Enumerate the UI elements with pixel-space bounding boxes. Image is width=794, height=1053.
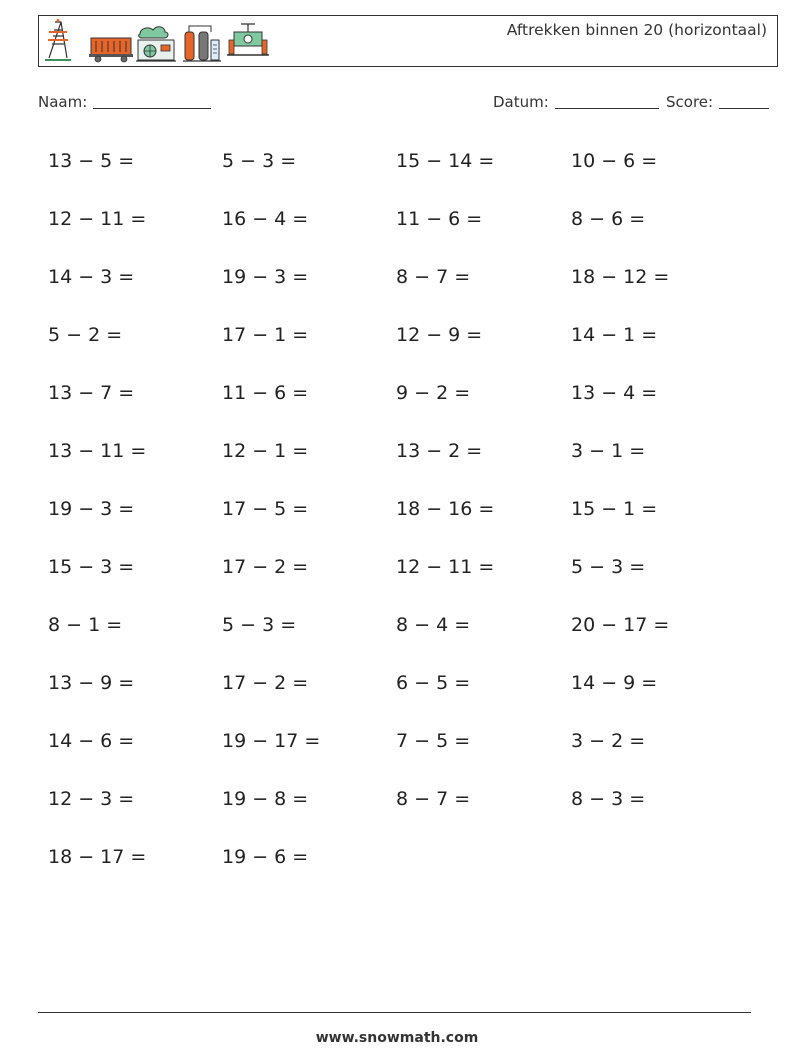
date-label: Datum: xyxy=(493,93,549,111)
name-field xyxy=(38,93,211,111)
date-field xyxy=(493,93,659,111)
problem-item: 13 − 2 = xyxy=(396,440,483,462)
problem-item: 17 − 2 = xyxy=(222,672,309,694)
problem-item: 8 − 4 = xyxy=(396,614,471,636)
problem-item: 5 − 3 = xyxy=(571,556,646,578)
problem-item: 14 − 1 = xyxy=(571,324,658,346)
problem-item: 5 − 3 = xyxy=(222,614,297,636)
footer-url: www.snowmath.com xyxy=(315,1030,479,1046)
problem-item: 19 − 3 = xyxy=(48,498,135,520)
name-blank[interactable] xyxy=(93,108,211,109)
problem-item: 12 − 9 = xyxy=(396,324,483,346)
problem-item: 8 − 1 = xyxy=(48,614,123,636)
problem-item: 18 − 17 = xyxy=(48,846,147,868)
problem-item: 12 − 3 = xyxy=(48,788,135,810)
problem-item: 19 − 17 = xyxy=(222,730,321,752)
footer-divider xyxy=(38,1012,751,1013)
problem-item: 11 − 6 = xyxy=(396,208,483,230)
power-tower-icon xyxy=(45,19,71,60)
problem-item: 17 − 5 = xyxy=(222,498,309,520)
problem-item: 15 − 14 = xyxy=(396,150,495,172)
problem-item: 3 − 1 = xyxy=(571,440,646,462)
cargo-wagon-icon xyxy=(89,38,133,62)
valve-pipe-icon xyxy=(227,24,269,55)
problem-item: 15 − 3 = xyxy=(48,556,135,578)
problem-item: 14 − 6 = xyxy=(48,730,135,752)
problem-item: 18 − 16 = xyxy=(396,498,495,520)
problem-item: 6 − 5 = xyxy=(396,672,471,694)
score-field xyxy=(666,93,769,111)
gas-tanks-icon xyxy=(183,26,221,61)
problem-item: 12 − 1 = xyxy=(222,440,309,462)
problem-item: 8 − 7 = xyxy=(396,266,471,288)
worksheet-header xyxy=(38,15,778,67)
problem-item: 15 − 1 = xyxy=(571,498,658,520)
problem-item: 20 − 17 = xyxy=(571,614,670,636)
problem-item: 11 − 6 = xyxy=(222,382,309,404)
problem-item: 18 − 12 = xyxy=(571,266,670,288)
problem-item: 10 − 6 = xyxy=(571,150,658,172)
problem-item: 13 − 11 = xyxy=(48,440,147,462)
problem-item: 17 − 2 = xyxy=(222,556,309,578)
problem-item: 19 − 6 = xyxy=(222,846,309,868)
factory-icon xyxy=(136,27,176,61)
problem-item: 12 − 11 = xyxy=(48,208,147,230)
problem-item: 13 − 4 = xyxy=(571,382,658,404)
problem-item: 8 − 6 = xyxy=(571,208,646,230)
problem-item: 13 − 9 = xyxy=(48,672,135,694)
problem-item: 8 − 7 = xyxy=(396,788,471,810)
problem-item: 12 − 11 = xyxy=(396,556,495,578)
problem-item: 17 − 1 = xyxy=(222,324,309,346)
score-label: Score: xyxy=(666,93,714,111)
header-icons xyxy=(43,18,273,64)
problem-item: 16 − 4 = xyxy=(222,208,309,230)
problem-item: 3 − 2 = xyxy=(571,730,646,752)
problem-item: 13 − 5 = xyxy=(48,150,135,172)
name-label: Naam: xyxy=(38,93,88,111)
problem-item: 19 − 3 = xyxy=(222,266,309,288)
score-blank[interactable] xyxy=(719,108,769,109)
problem-item: 7 − 5 = xyxy=(396,730,471,752)
problem-item: 14 − 3 = xyxy=(48,266,135,288)
problem-item: 8 − 3 = xyxy=(571,788,646,810)
date-blank[interactable] xyxy=(555,108,659,109)
problem-item: 9 − 2 = xyxy=(396,382,471,404)
problem-item: 5 − 2 = xyxy=(48,324,123,346)
problem-item: 5 − 3 = xyxy=(222,150,297,172)
problem-item: 19 − 8 = xyxy=(222,788,309,810)
problem-item: 13 − 7 = xyxy=(48,382,135,404)
problem-grid xyxy=(48,141,748,895)
worksheet-title: Aftrekken binnen 20 (horizontaal) xyxy=(506,21,767,39)
problem-item: 14 − 9 = xyxy=(571,672,658,694)
